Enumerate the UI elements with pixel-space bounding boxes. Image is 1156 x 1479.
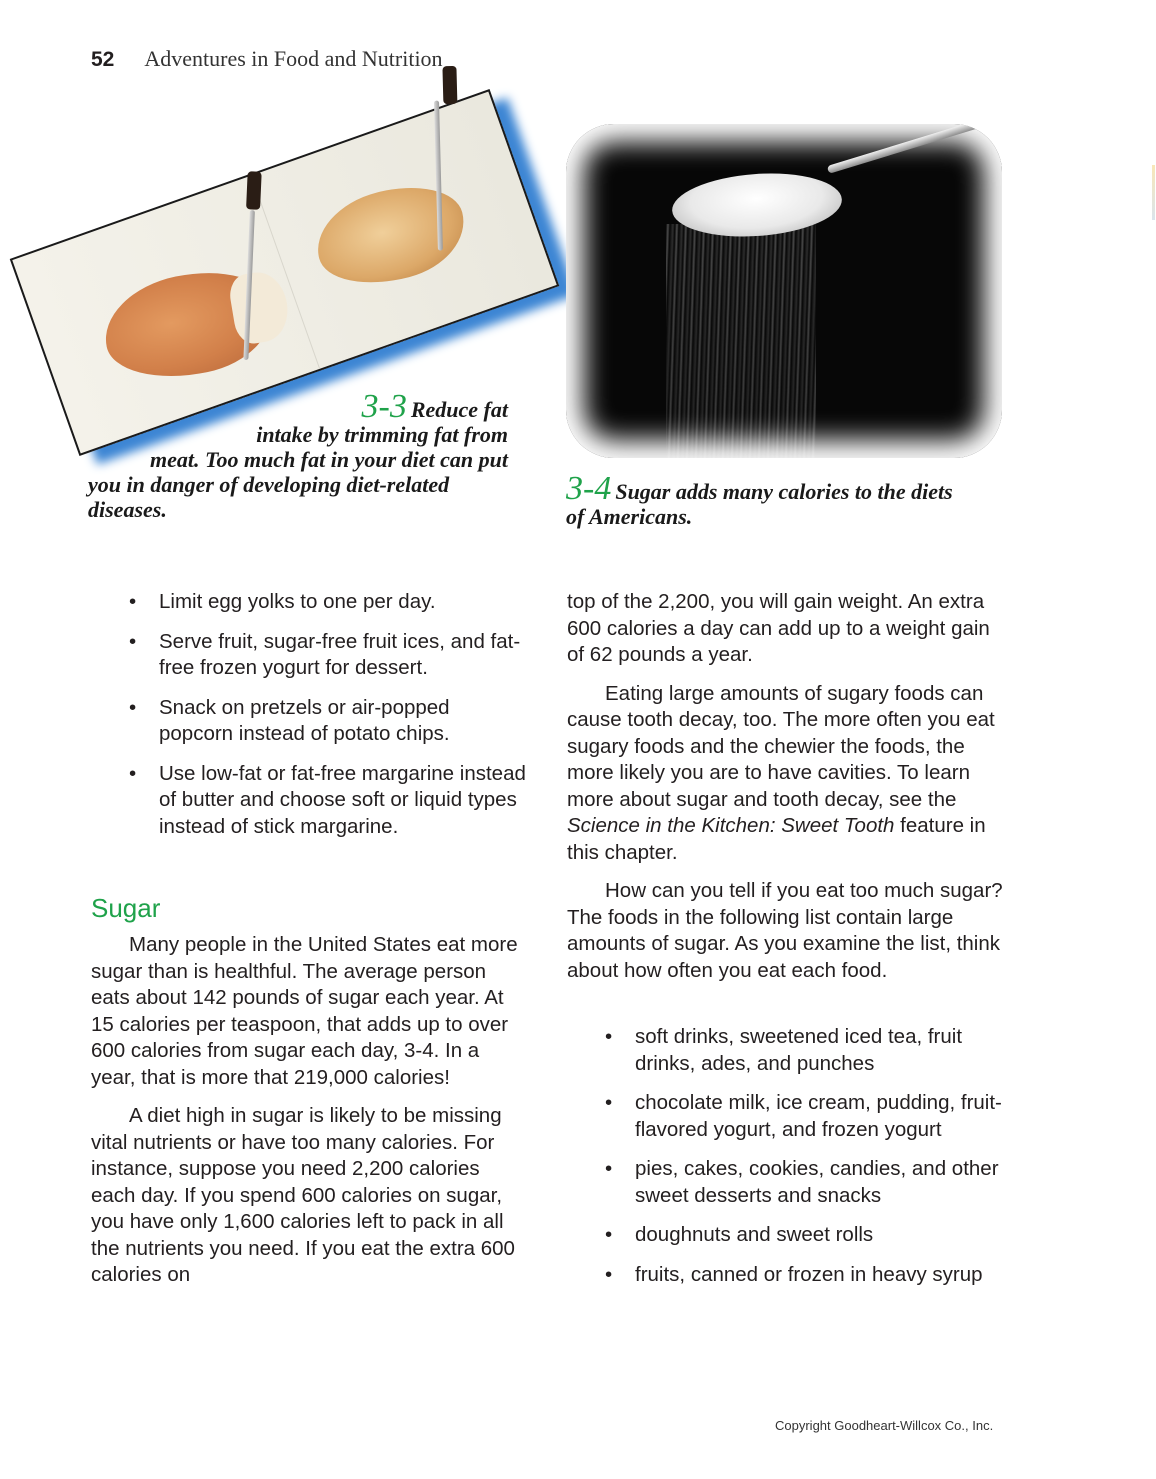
caption-line: meat. Too much fat in your diet can put [150, 447, 508, 472]
list-item: • Limit egg yolks to one per day. [127, 589, 527, 616]
fat-tips-list [127, 589, 527, 853]
list-item: • soft drinks, sweetened iced tea, fruit drinks, ades, and punches [603, 1024, 1013, 1077]
list-item: • pies, cakes, cookies, candies, and other sweet desserts and snacks [603, 1156, 1013, 1209]
spoon-handle [827, 124, 992, 174]
paragraph: Many people in the United States eat more sugar than is healthful. The average person eats about 142 pounds of sugar each year. At 15 calories per teaspoon, that adds up to over 600 calories from sugar each day, 3-4. In a year, that is more that 219,000 calories! [91, 933, 518, 1089]
list-item: • doughnuts and sweet rolls [603, 1222, 1013, 1249]
list-item: • Use low-fat or fat-free margarine instead of butter and choose soft or liquid types instead of stick margarine. [127, 761, 527, 841]
paragraph-continuation: top of the 2,200, you will gain weight. An extra 600 calories a day can add up to a weight gain of 62 pounds a year. [567, 590, 990, 666]
trimmed-steak [307, 173, 475, 298]
page-number: 52 [91, 48, 115, 71]
right-column-text [567, 589, 1007, 996]
caption-line: intake by trimming fat from [256, 422, 508, 447]
paragraph: A diet high in sugar is likely to be missing vital nutrients or have too many calories. For instance, suppose you need 2,200 calories each day. If you spend 600 calories on sugar, you have only 1,600 calories left to pack in all the nutrients you need. If you eat the extra 600 calories on [91, 1104, 515, 1286]
sugary-foods-list [603, 1024, 1013, 1301]
caption-line: you in danger of developing diet-related [88, 472, 450, 497]
figure-3-4-image [566, 124, 1002, 458]
copyright-notice: Copyright Goodheart-Willcox Co., Inc. [775, 1418, 994, 1433]
caption-line: of Americans. [566, 504, 693, 529]
knife-handle [246, 171, 262, 210]
figure-3-3-caption [88, 388, 508, 522]
figure-number: 3-4 [566, 470, 612, 507]
caption-line: diseases. [88, 497, 167, 522]
paragraph-text: Eating large amounts of sugary foods can cause tooth decay, too. The more often you eat sugary foods and the chewier the foods, the more likely you are to have cavities. To learn more about sugar and tooth decay, see the [567, 681, 995, 811]
list-item: • fruits, canned or frozen in heavy syrup [603, 1262, 1013, 1289]
running-header [91, 46, 443, 72]
sugar-stream [666, 224, 816, 458]
book-title: Adventures in Food and Nutrition [144, 46, 443, 71]
paragraph-list-intro: How can you tell if you eat too much sugar? The foods in the following list contain large amounts of sugar. As you examine the list, think about how often you eat each food. [567, 879, 1003, 982]
left-column-text [91, 932, 527, 1301]
caption-line: Reduce fat [410, 397, 508, 422]
figure-number: 3-3 [361, 388, 407, 425]
caption-line: Sugar adds many calories to the diets [615, 479, 953, 504]
paragraph-tooth-decay [567, 681, 1007, 867]
knife-handle [442, 66, 457, 104]
section-heading-sugar: Sugar [91, 893, 161, 923]
feature-reference: Science in the Kitchen: Sweet Tooth [567, 814, 895, 837]
page-edge-mark [1152, 165, 1155, 220]
list-item: • chocolate milk, ice cream, pudding, fruit-flavored yogurt, and frozen yogurt [603, 1090, 1013, 1143]
paragraph-text: feature in this chapter. [567, 814, 986, 864]
list-item: • Snack on pretzels or air-popped popcorn instead of potato chips. [127, 695, 527, 748]
figure-3-4-caption [566, 470, 1006, 529]
list-item: • Serve fruit, sugar-free fruit ices, and fat-free frozen yogurt for dessert. [127, 629, 527, 682]
